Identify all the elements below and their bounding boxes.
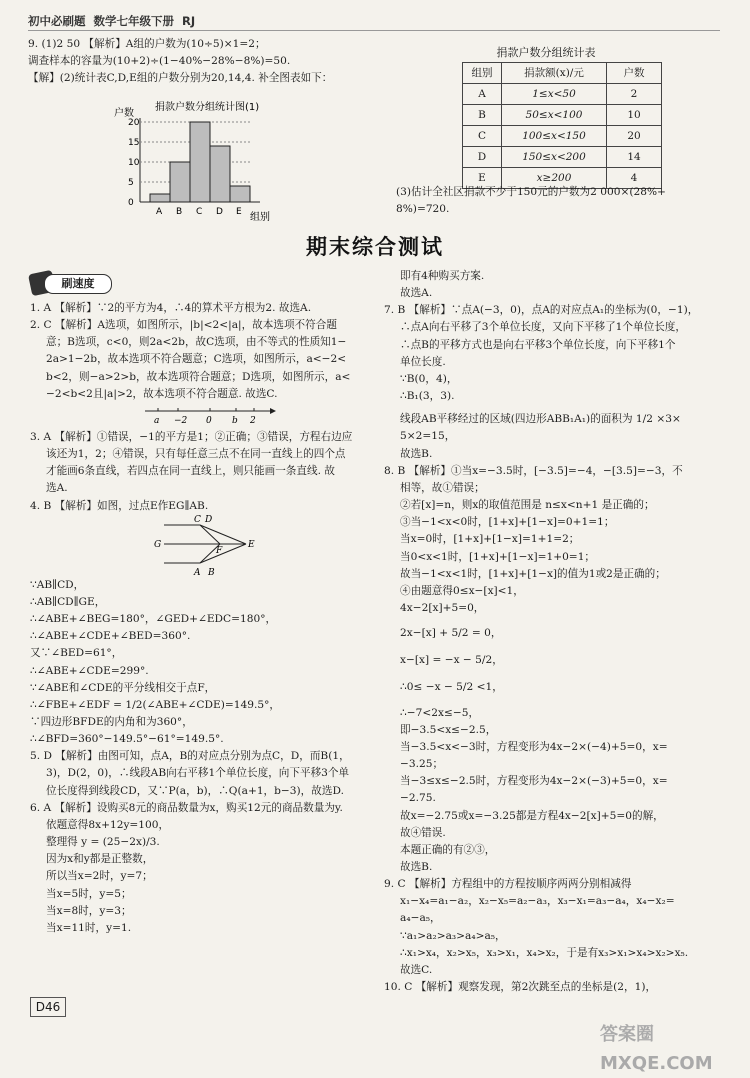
answer-line: ∴AB∥CD∥GE， xyxy=(30,595,106,608)
number-line-label: b xyxy=(232,415,238,426)
answer-line: ∴−7<2x≤−5， xyxy=(400,706,480,719)
answer-line: ∴∠BFD=360°−149.5°−61°=149.5°. xyxy=(30,733,224,746)
answer-line: ∴∠ABE+∠CDE+∠BED=360°. xyxy=(30,630,191,643)
answer-line: ∵AB∥CD， xyxy=(30,578,85,591)
answer-line: ∴∠FBE+∠EDF = 1/2(∠ABE+∠CDE)=149.5°， xyxy=(30,698,280,711)
answer-line: 1. A 【解析】∵2的平方为4，∴4的算术平方根为2. 故选A. xyxy=(30,302,312,314)
answer-line: ∵四边形BFDE的内角和为360°， xyxy=(30,715,193,728)
answer-line: 2. C 【解析】A选项，如图所示，|b|<2<|a|，故本选项不符合题 xyxy=(30,319,337,332)
answer-line: 9. C 【解析】方程组中的方程按顺序两两分别相减得 xyxy=(384,878,632,891)
answer-line: 又∵∠BED=61°， xyxy=(30,647,123,660)
answer-line: 整理得 y = (25−2x)/3. xyxy=(46,836,160,849)
histogram-bar xyxy=(230,186,250,202)
table-cell: 2 xyxy=(607,84,662,105)
page-number: D46 xyxy=(30,997,66,1017)
count-table xyxy=(462,62,662,189)
table-cell: 1≤x<50 xyxy=(502,84,607,105)
answer-line: 当x=8时，y=3； xyxy=(46,904,132,917)
histogram-svg xyxy=(110,100,290,230)
table-cell: 50≤x<100 xyxy=(502,105,607,126)
answer-line: 即有4种购买方案. xyxy=(400,270,485,282)
answer-line: 4x−2[x]+5=0， xyxy=(400,601,485,614)
answer-line: 7. B 【解析】∵点A(−3，0)，点A的对应点A₁的坐标为(0，−1)， xyxy=(384,304,699,317)
x-category-label: C xyxy=(196,207,203,217)
table-cell: 10 xyxy=(607,105,662,126)
answer-line: x−[x] = −x − 5/2， xyxy=(400,654,503,667)
answer-line: ③当−1<x<0时，[1+x]+[1−x]=0+1=1； xyxy=(400,516,615,529)
table-cell: 100≤x<150 xyxy=(502,126,607,147)
answer-line: 当x=11时，y=1. xyxy=(46,921,132,934)
answer-line: ∵∠ABE和∠CDE的平分线相交于点F， xyxy=(30,681,216,694)
y-tick-label: 0 xyxy=(128,198,134,208)
answer-line: 3)，D(2，0)，∴线段AB向右平移1个单位长度，向下平移3个单 xyxy=(46,767,350,780)
q9-3-line: (3)估计全社区捐款不少于150元的户数为2 000×(28%+ xyxy=(396,186,666,198)
histogram xyxy=(110,100,290,230)
answer-line: 2a>1−2b，故本选项不符合题意；C选项，如图所示，a<−2< xyxy=(46,353,347,366)
speed-badge xyxy=(30,272,112,294)
number-line-label: −2 xyxy=(174,415,188,426)
q9-block xyxy=(28,36,332,87)
q9-line: 9. (1)2 50 【解析】A组的户数为(10÷5)×1=2； xyxy=(28,38,266,50)
fig-label-e: E xyxy=(248,539,255,550)
answer-line: 故④错误. xyxy=(400,826,446,839)
x-category-label: D xyxy=(216,207,223,217)
answer-line: 当−3≤x≤−2.5时，方程变形为4x−2×(−3)+5=0，x= xyxy=(400,775,668,788)
x-category-label: A xyxy=(156,207,163,217)
badge-label: 刷速度 xyxy=(44,274,112,294)
table-cell: A xyxy=(463,84,502,105)
y-tick-label: 5 xyxy=(128,178,134,188)
table-cell: B xyxy=(463,105,502,126)
answer-line: 8. B 【解析】①当x=−3.5时，[−3.5]=−4，−[3.5]=−3，不 xyxy=(384,464,683,477)
answer-line: ∴x₁>x₄，x₂>x₅，x₃>x₁，x₄>x₂，于是有x₃>x₁>x₄>x₂>x₅. xyxy=(400,946,689,959)
table-cell: 4 xyxy=(607,168,662,189)
x-category-label: E xyxy=(236,207,242,217)
answer-line: ②若[x]=n，则x的取值范围是 n≤x<n+1 是正确的； xyxy=(400,499,655,512)
number-line xyxy=(30,403,366,429)
answer-line: 单位长度. xyxy=(400,355,446,368)
answer-line: 本题正确的有②③， xyxy=(400,843,496,856)
answer-line: 相等，故①错误； xyxy=(400,481,485,494)
answer-line: 该还为1，2；④错误，只有每任意三点不在同一直线上的四个点 xyxy=(46,448,346,461)
answer-line: ∴点B的平移方式也是向右平移3个单位长度，向下平移1个 xyxy=(400,338,676,351)
q9-part3 xyxy=(396,184,666,218)
table-cell: C xyxy=(463,126,502,147)
answer-line: a₄−a₅， xyxy=(400,912,441,925)
histogram-bar xyxy=(150,194,170,202)
x-category-label: B xyxy=(176,207,183,217)
answer-line: 5. D 【解析】由图可知，点A，B的对应点分别为点C，D，而B(1， xyxy=(30,750,350,763)
answer-line: −2.75. xyxy=(400,792,436,805)
table-header-cell: 捐款额(x)/元 xyxy=(502,63,607,84)
table-header-cell: 组别 xyxy=(463,63,502,84)
answer-line: 因为x和y都是正整数， xyxy=(46,853,154,866)
answer-line: x₁−x₄=a₁−a₂，x₂−x₅=a₂−a₃，x₃−x₁=a₃−a₄，x₄−x₂= xyxy=(400,895,675,908)
histogram-bar xyxy=(210,146,230,202)
answer-line: 3. A 【解析】①错误，−1的平方是1；②正确；③错误，方程右边应 xyxy=(30,430,353,443)
answer-line: ④由题意得0≤x−[x]<1， xyxy=(400,584,524,597)
answer-line: 当0<x<1时，[1+x]+[1−x]=1+0=1； xyxy=(400,550,596,563)
fig-label-d: D xyxy=(205,514,213,525)
answer-line: ∴∠ABE+∠CDE=299°. xyxy=(30,664,149,677)
number-line-svg xyxy=(140,403,280,429)
table-cell: 150≤x<200 xyxy=(502,147,607,168)
figure-4 xyxy=(30,515,366,577)
section-title: 期末综合测试 xyxy=(306,235,444,259)
answer-line: b<2，则−a>2>b，故本选项符合题意；D选项，如图所示，a< xyxy=(46,370,351,383)
fig-label-b: B xyxy=(208,567,215,577)
answer-line: 依题意得8x+12y=100， xyxy=(46,818,170,831)
answer-line: −3.25； xyxy=(400,758,444,771)
y-tick-label: 15 xyxy=(128,138,140,148)
answer-line: 10. C 【解析】观察发现，第2次跳至点的坐标是(2，1)， xyxy=(384,981,657,994)
answer-line: 位长度得到线段CD，又∵P(a，b)，∴Q(a+1，b−3)，故选D. xyxy=(46,784,344,797)
y-tick-label: 10 xyxy=(128,158,140,168)
table-cell: E xyxy=(463,168,502,189)
table-cell: D xyxy=(463,147,502,168)
answer-line: 故x=−2.75或x=−3.25都是方程4x−2[x]+5=0的解， xyxy=(400,809,664,822)
answer-line: 当−3.5<x<−3时，方程变形为4x−2×(−4)+5=0，x= xyxy=(400,740,668,753)
answer-line: 故选C. xyxy=(400,963,433,976)
answer-line: ∴∠ABE+∠BEG=180°，∠GED+∠EDC=180°， xyxy=(30,613,277,626)
answer-line: 故当−1<x<1时，[1+x]+[1−x]的值为1或2是正确的； xyxy=(400,567,666,580)
running-header: 初中必刷题 数学七年级下册 RJ xyxy=(28,14,196,28)
fig-label-c: C xyxy=(194,514,201,525)
answer-line: −2<b<2且|a|>2，故本选项不符合题意. 故选C. xyxy=(46,387,278,400)
table-row xyxy=(463,105,662,126)
answer-line: 选A. xyxy=(46,482,68,495)
answer-line: ∴点A向右平移了3个单位长度，又向下平移了1个单位长度， xyxy=(400,321,686,334)
histogram-title: 捐款户数分组统计图(1) xyxy=(155,102,260,113)
histogram-ylabel: 户数 xyxy=(114,108,134,119)
watermark: 答案圈 MXQE.COM xyxy=(600,1024,713,1075)
answer-line: 当x=5时，y=5； xyxy=(46,887,132,900)
answer-line: 故选B. xyxy=(400,447,433,460)
answer-line: 6. A 【解析】设购买8元的商品数量为x，购买12元的商品数量为y. xyxy=(30,801,343,814)
answer-line: ∵a₁>a₂>a₃>a₄>a₅， xyxy=(400,929,506,942)
table-header-cell: 户数 xyxy=(607,63,662,84)
answer-line: 线段AB平移经过的区域(四边形ABB₁A₁)的面积为 1/2 ×3× xyxy=(400,413,681,426)
figure-4-svg xyxy=(150,515,270,577)
answer-line: 4. B 【解析】如图，过点E作EG∥AB. xyxy=(30,499,209,512)
left-column xyxy=(30,300,366,937)
histogram-bar xyxy=(170,162,190,202)
q9-line: 调查样本的容量为(10+2)÷(1−40%−28%−8%)=50. xyxy=(28,55,291,68)
fig-label-g: G xyxy=(154,539,162,550)
answer-line: 2x−[x] + 5/2 = 0， xyxy=(400,627,502,640)
table-title: 捐款户数分组统计表 xyxy=(496,46,596,59)
q9-3-line: 8%)=720. xyxy=(396,203,450,216)
answer-line: ∴0≤ −x − 5/2 <1， xyxy=(400,681,503,694)
q9-line: 【解】(2)统计表C,D,E组的户数分别为20,14,4. 补全图表如下： xyxy=(28,72,333,85)
table-cell: x≥200 xyxy=(502,168,607,189)
histogram-xlabel: 组别 xyxy=(250,212,270,223)
number-line-label: 0 xyxy=(206,415,212,426)
right-column xyxy=(384,268,724,996)
answer-line: 故选A. xyxy=(400,287,433,300)
answer-line: ∴B₁(3，3). xyxy=(400,390,455,403)
table-row xyxy=(463,126,662,147)
answer-line: ∵B(0，4)， xyxy=(400,372,458,385)
y-tick-label: 20 xyxy=(128,118,140,128)
table-cell: 20 xyxy=(607,126,662,147)
answer-line: 即−3.5<x≤−2.5， xyxy=(400,723,497,736)
number-line-label: a xyxy=(154,415,160,426)
answer-line: 5×2=15， xyxy=(400,430,456,443)
answer-line: 才能画6条直线，若四点在同一直线上，则只能画一条直线. 故 xyxy=(46,465,335,478)
fig-label-f: F xyxy=(216,545,223,556)
answer-line: 当x=0时，[1+x]+[1−x]=1+1=2； xyxy=(400,533,580,546)
histogram-bar xyxy=(190,122,210,202)
answer-line: 意；B选项，c<0，则2a<2b，故C选项，由不等式的性质知1− xyxy=(46,336,347,349)
answer-line: 所以当x=2时，y=7； xyxy=(46,870,153,883)
answer-line: 故选B. xyxy=(400,861,433,873)
table-header-row xyxy=(463,63,662,84)
table-cell: 14 xyxy=(607,147,662,168)
table-row xyxy=(463,84,662,105)
header-rule xyxy=(28,30,720,31)
fig-label-a: A xyxy=(194,567,201,577)
table-row xyxy=(463,147,662,168)
number-line-label: 2 xyxy=(250,415,256,426)
